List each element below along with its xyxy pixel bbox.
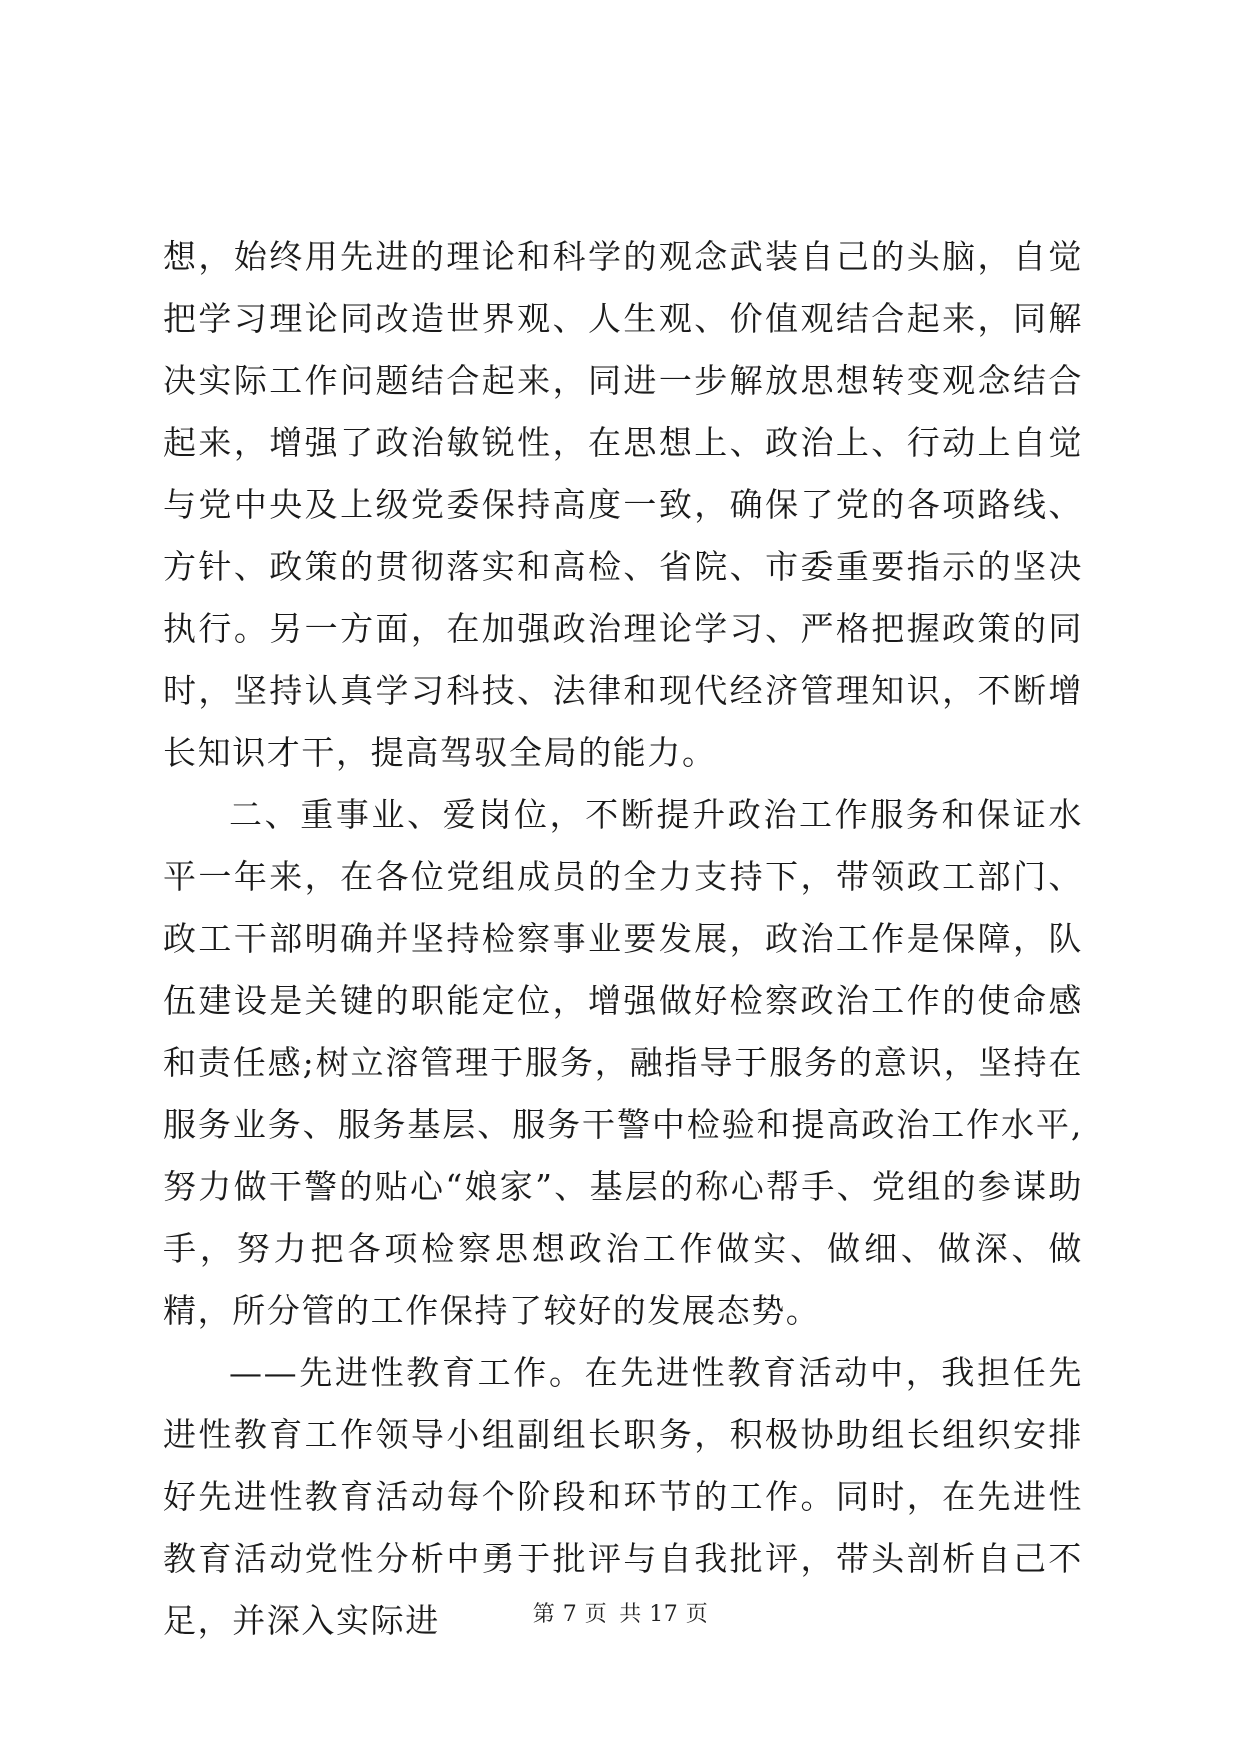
page-footer [0,1597,1241,1628]
paragraph-section-two: 二、重事业、爱岗位，不断提升政治工作服务和保证水平一年来，在各位党组成员的全力支持下，带领政工部门、政工干部明确并坚持检察事业要发展，政治工作是保障，队伍建设是关键的职能定位，增强做好检察政治工作的使命感和责任感;树立溶管理于服务，融指导于服务的意识，坚持在服务业务、服务基层、服务干警中检验和提高政治工作水平,努力做干警的贴心“娘家”、基层的称心帮手、党组的参谋助手，努力把各项检察思想政治工作做实、做细、做深、做精，所分管的工作保持了较好的发展态势。 [163,795,1083,1330]
paragraph-continuation: 想，始终用先进的理论和科学的观念武装自己的头脑，自觉把学习理论同改造世界观、人生观、价值观结合起来，同解决实际工作问题结合起来，同进一步解放思想转变观念结合起来，增强了政治敏锐性，在思想上、政治上、行动上自觉与党中央及上级党委保持高度一致，确保了党的各项路线、方针、政策的贯彻落实和高检、省院、市委重要指示的坚决执行。另一方面，在加强政治理论学习、严格把握政策的同时，坚持认真学习科技、法律和现代经济管理知识，不断增长知识才干，提高驾驭全局的能力。 [163,237,1083,772]
page-total: 共 17 页 [619,1602,709,1627]
document-body [163,226,1083,1652]
page-number: 第 7 页 [532,1602,608,1627]
paragraph-advanced-education: ——先进性教育工作。在先进性教育活动中，我担任先进性教育工作领导小组副组长职务，积极协助组长组织安排好先进性教育活动每个阶段和环节的工作。同时，在先进性教育活动党性分析中勇于批评与自我批评，带头剖析自己不足，并深入实际进 [163,1353,1083,1640]
